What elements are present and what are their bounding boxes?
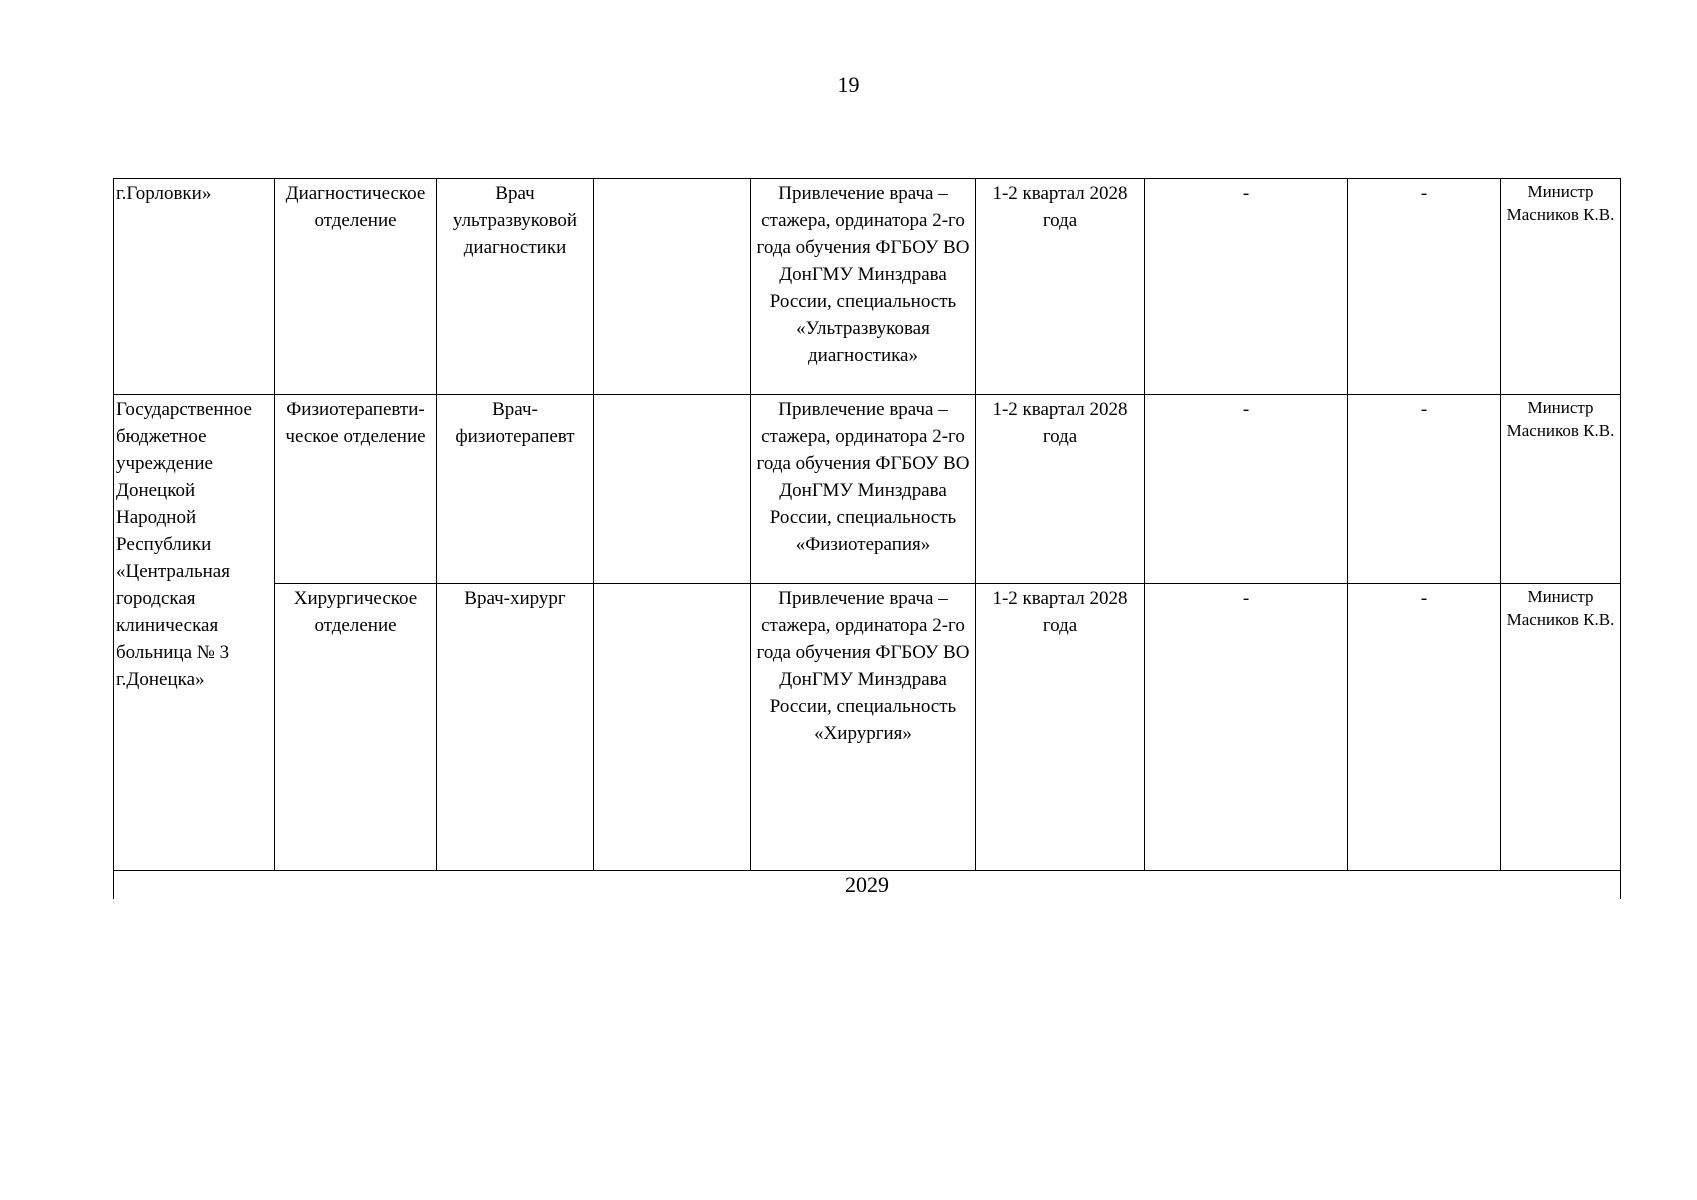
position-cell: Врач-физиотерапевт <box>437 395 594 584</box>
empty-cell <box>594 179 751 395</box>
dash-cell: - <box>1145 584 1348 871</box>
measure-cell: Привлечение врача – стажера, ординатора 2-го года обучения ФГБОУ ВО ДонГМУ Минздрава России, специальность «Физиотерапия» <box>751 395 976 584</box>
responsible-cell: Министр Масников К.В. <box>1501 395 1621 584</box>
position-cell: Врач-хирург <box>437 584 594 871</box>
responsible-cell: Министр Масников К.В. <box>1501 584 1621 871</box>
empty-cell <box>594 584 751 871</box>
table-row <box>114 179 1621 395</box>
dash-cell: - <box>1348 584 1501 871</box>
measure-cell: Привлечение врача – стажера, ординатора 2-го года обучения ФГБОУ ВО ДонГМУ Минздрава России, специальность «Ультразвуковая диагностика» <box>751 179 976 395</box>
table-row <box>114 584 1621 871</box>
position-cell: Врач ультразвуковой диагностики <box>437 179 594 395</box>
department-cell: Диагностическое отделение <box>275 179 437 395</box>
dash-cell: - <box>1348 179 1501 395</box>
responsible-cell: Министр Масников К.В. <box>1501 179 1621 395</box>
year-section-row <box>114 871 1621 900</box>
page-number: 19 <box>837 72 860 97</box>
term-cell: 1-2 квартал 2028 года <box>976 395 1145 584</box>
table-row <box>114 395 1621 584</box>
year-heading: 2029 <box>114 871 1621 900</box>
term-cell: 1-2 квартал 2028 года <box>976 584 1145 871</box>
organization-cell: г.Горловки» <box>114 179 275 395</box>
organization-cell: Государственное бюджетное учреждение Донецкой Народной Республики «Центральная городская клиническая больница № 3 г.Донецка» <box>114 395 275 871</box>
department-cell: Хирургическое отделение <box>275 584 437 871</box>
empty-cell <box>594 395 751 584</box>
department-cell: Физиотерапевти-ческое отделение <box>275 395 437 584</box>
dash-cell: - <box>1348 395 1501 584</box>
dash-cell: - <box>1145 395 1348 584</box>
measure-cell: Привлечение врача – стажера, ординатора 2-го года обучения ФГБОУ ВО ДонГМУ Минздрава России, специальность «Хирургия» <box>751 584 976 871</box>
dash-cell: - <box>1145 179 1348 395</box>
term-cell: 1-2 квартал 2028 года <box>976 179 1145 395</box>
staffing-plan-table <box>113 178 1621 899</box>
